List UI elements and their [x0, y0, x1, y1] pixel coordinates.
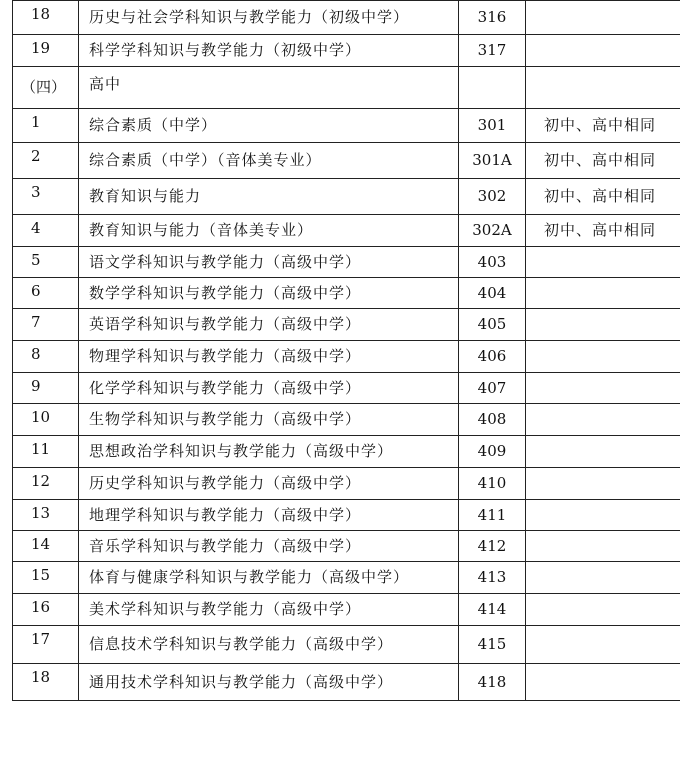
- table-row: [13, 562, 680, 594]
- remark: 初中、高中相同: [526, 109, 680, 143]
- subject-code: 403: [459, 247, 526, 278]
- row-number: 10: [13, 404, 79, 436]
- table-row: [13, 247, 680, 278]
- table-row: [13, 109, 680, 143]
- subject-name: 英语学科知识与教学能力（高级中学）: [79, 309, 459, 341]
- table-row: [13, 373, 680, 404]
- subject-name: 美术学科知识与教学能力（高级中学）: [79, 594, 459, 626]
- table-body: [13, 1, 680, 701]
- row-number: 14: [13, 531, 79, 562]
- exam-subject-table: [12, 0, 680, 701]
- row-number: 9: [13, 373, 79, 404]
- subject-code: 317: [459, 35, 526, 67]
- row-number: 18: [13, 1, 79, 35]
- subject-code: 407: [459, 373, 526, 404]
- subject-name: 体育与健康学科知识与教学能力（高级中学）: [79, 562, 459, 594]
- remark: [526, 468, 680, 500]
- row-number: 1: [13, 109, 79, 143]
- subject-code: 301: [459, 109, 526, 143]
- remark: [526, 341, 680, 373]
- table-row: [13, 179, 680, 215]
- remark: [526, 594, 680, 626]
- subject-name: 教育知识与能力（音体美专业）: [79, 215, 459, 247]
- remark: 初中、高中相同: [526, 179, 680, 215]
- subject-name: 化学学科知识与教学能力（高级中学）: [79, 373, 459, 404]
- subject-code: [459, 67, 526, 109]
- row-number: 6: [13, 278, 79, 309]
- row-number: 12: [13, 468, 79, 500]
- table-row: [13, 1, 680, 35]
- row-number: 18: [13, 664, 79, 701]
- remark: [526, 247, 680, 278]
- subject-name: 信息技术学科知识与教学能力（高级中学）: [79, 626, 459, 664]
- subject-name: 高中: [79, 67, 459, 109]
- subject-name: 思想政治学科知识与教学能力（高级中学）: [79, 436, 459, 468]
- remark: [526, 531, 680, 562]
- remark: [526, 404, 680, 436]
- row-number: 16: [13, 594, 79, 626]
- subject-name: 科学学科知识与教学能力（初级中学）: [79, 35, 459, 67]
- subject-code: 302A: [459, 215, 526, 247]
- subject-name: 音乐学科知识与教学能力（高级中学）: [79, 531, 459, 562]
- table-row: [13, 531, 680, 562]
- subject-name: 教育知识与能力: [79, 179, 459, 215]
- table-row: [13, 309, 680, 341]
- table-row: [13, 278, 680, 309]
- remark: [526, 35, 680, 67]
- section-row: [13, 67, 680, 109]
- subject-code: 415: [459, 626, 526, 664]
- subject-code: 405: [459, 309, 526, 341]
- subject-code: 412: [459, 531, 526, 562]
- subject-code: 316: [459, 1, 526, 35]
- row-number: 19: [13, 35, 79, 67]
- remark: 初中、高中相同: [526, 215, 680, 247]
- table-row: [13, 143, 680, 179]
- table-row: [13, 436, 680, 468]
- subject-name: 物理学科知识与教学能力（高级中学）: [79, 341, 459, 373]
- remark: [526, 309, 680, 341]
- remark: [526, 626, 680, 664]
- subject-name: 语文学科知识与教学能力（高级中学）: [79, 247, 459, 278]
- remark: [526, 1, 680, 35]
- subject-code: 418: [459, 664, 526, 701]
- subject-name: 数学学科知识与教学能力（高级中学）: [79, 278, 459, 309]
- subject-name: 综合素质（中学）（音体美专业）: [79, 143, 459, 179]
- row-number: 4: [13, 215, 79, 247]
- subject-code: 404: [459, 278, 526, 309]
- subject-code: 409: [459, 436, 526, 468]
- subject-code: 410: [459, 468, 526, 500]
- subject-code: 411: [459, 500, 526, 531]
- subject-code: 414: [459, 594, 526, 626]
- row-number: 7: [13, 309, 79, 341]
- row-number: 17: [13, 626, 79, 664]
- remark: [526, 562, 680, 594]
- subject-name: 综合素质（中学）: [79, 109, 459, 143]
- subject-code: 301A: [459, 143, 526, 179]
- table-row: [13, 626, 680, 664]
- row-number: 3: [13, 179, 79, 215]
- table-row: [13, 215, 680, 247]
- remark: [526, 278, 680, 309]
- row-number: 8: [13, 341, 79, 373]
- remark: [526, 436, 680, 468]
- remark: [526, 67, 680, 109]
- subject-name: 通用技术学科知识与教学能力（高级中学）: [79, 664, 459, 701]
- subject-code: 406: [459, 341, 526, 373]
- table-row: [13, 594, 680, 626]
- remark: 初中、高中相同: [526, 143, 680, 179]
- row-number: 11: [13, 436, 79, 468]
- row-number: （四）: [13, 67, 79, 109]
- row-number: 2: [13, 143, 79, 179]
- row-number: 13: [13, 500, 79, 531]
- row-number: 15: [13, 562, 79, 594]
- table-row: [13, 341, 680, 373]
- subject-name: 生物学科知识与教学能力（高级中学）: [79, 404, 459, 436]
- remark: [526, 664, 680, 701]
- table-row: [13, 468, 680, 500]
- table-row: [13, 35, 680, 67]
- table-row: [13, 500, 680, 531]
- subject-name: 地理学科知识与教学能力（高级中学）: [79, 500, 459, 531]
- table-row: [13, 664, 680, 701]
- subject-code: 413: [459, 562, 526, 594]
- row-number: 5: [13, 247, 79, 278]
- remark: [526, 373, 680, 404]
- table-row: [13, 404, 680, 436]
- subject-code: 408: [459, 404, 526, 436]
- subject-code: 302: [459, 179, 526, 215]
- subject-name: 历史与社会学科知识与教学能力（初级中学）: [79, 1, 459, 35]
- remark: [526, 500, 680, 531]
- subject-name: 历史学科知识与教学能力（高级中学）: [79, 468, 459, 500]
